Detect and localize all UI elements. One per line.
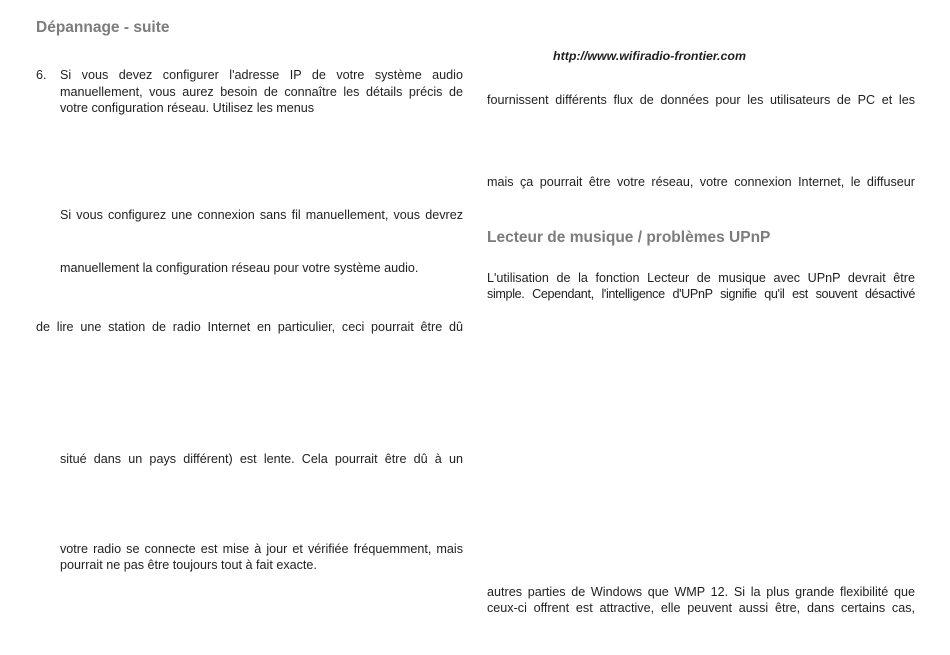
update-line-1: votre radio se connecte est mise à jour et vérifiée fréquemment, mais bbox=[60, 542, 463, 556]
wmp-line-2: ceux-ci offrent est attractive, elle peuvent aussi être, dans certains cas, bbox=[487, 601, 915, 615]
internet-station-line: de lire une station de radio Internet en particulier, ceci pourrait être dû bbox=[36, 320, 463, 334]
item-number: 6. bbox=[36, 68, 47, 82]
wireless-config-line: Si vous configurez une connexion sans fil manuellement, vous devrez bbox=[60, 208, 463, 222]
item6-line-3: votre configuration réseau. Utilisez les menus bbox=[60, 101, 315, 115]
network-cause-line: mais ça pourrait être votre réseau, votre connexion Internet, le diffuseur bbox=[487, 175, 915, 189]
section-heading-upnp: Lecteur de musique / problèmes UPnP bbox=[487, 229, 771, 246]
data-streams-line: fournissent différents flux de données pour les utilisateurs de PC et les bbox=[487, 93, 915, 107]
upnp-line-2: simple. Cependant, l'intelligence d'UPnP signifie qu'il est souvent désactivé bbox=[487, 287, 915, 301]
wmp-line-1: autres parties de Windows que WMP 12. Si la plus grande flexibilité que bbox=[487, 585, 915, 599]
frontier-url: http://www.wifiradio-frontier.com bbox=[553, 49, 746, 63]
item6-line-2: manuellement, vous aurez besoin de connaître les détails précis de bbox=[60, 85, 463, 99]
update-line-2: pourrait ne pas être toujours tout à fait exacte. bbox=[60, 558, 317, 572]
section-heading-troubleshooting: Dépannage - suite bbox=[36, 19, 170, 36]
manual-config-line: manuellement la configuration réseau pour votre système audio. bbox=[60, 261, 419, 275]
slow-connection-line: situé dans un pays différent) est lente. Cela pourrait être dû à un bbox=[60, 452, 463, 466]
item6-line-1: Si vous devez configurer l'adresse IP de votre système audio bbox=[60, 68, 463, 82]
upnp-line-1: L'utilisation de la fonction Lecteur de musique avec UPnP devrait être bbox=[487, 271, 915, 285]
